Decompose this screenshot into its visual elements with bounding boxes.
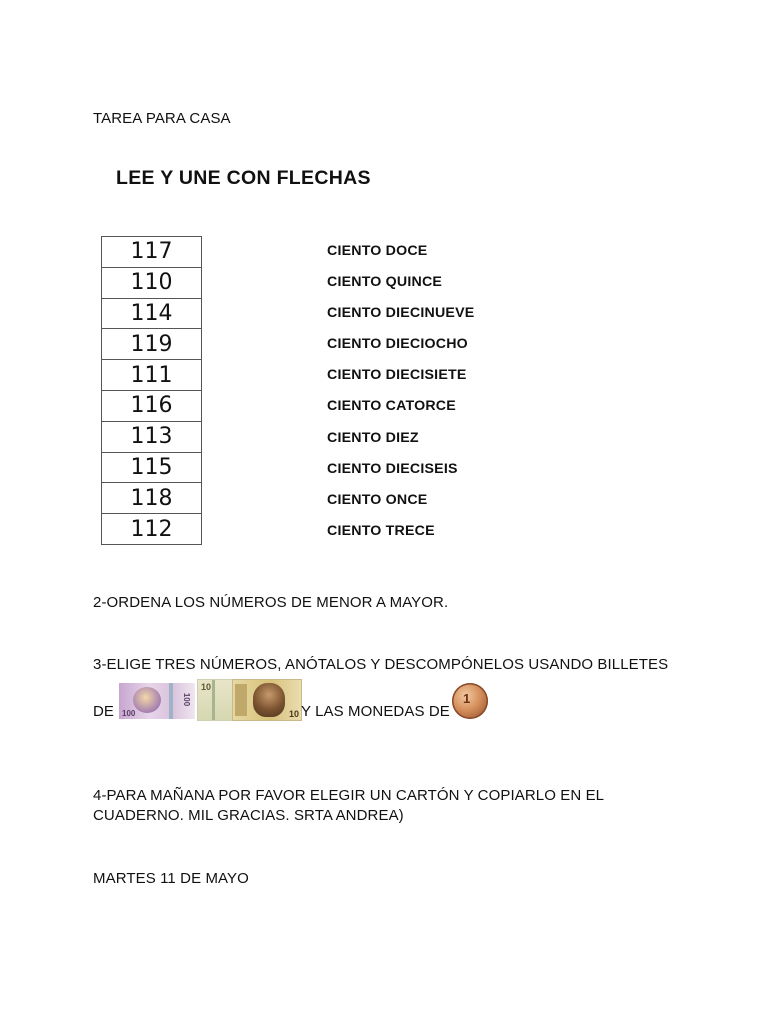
number-cell: 114 — [102, 298, 202, 329]
table-row — [102, 514, 202, 545]
number-cell: 110 — [102, 267, 202, 298]
list-item: CIENTO DIECISEIS — [327, 460, 458, 477]
numbers-table — [101, 236, 202, 545]
number-words-list — [327, 243, 474, 554]
bill-10-back-image — [197, 679, 233, 721]
list-item: CIENTO CATORCE — [327, 398, 456, 415]
date-label: MARTES 11 DE MAYO — [93, 870, 249, 887]
instruction-4-cont: CUADERNO. MIL GRACIAS. SRTA ANDREA) — [93, 807, 404, 824]
list-item: CIENTO DOCE — [327, 243, 428, 259]
instruction-2: 2-ORDENA LOS NÚMEROS DE MENOR A MAYOR. — [93, 594, 449, 611]
list-item: CIENTO DIECINUEVE — [327, 305, 475, 322]
number-cell: 117 — [102, 237, 202, 268]
instruction-3-coins: Y LAS MONEDAS DE — [301, 703, 450, 720]
coin-denomination: 1 — [463, 691, 471, 706]
security-strip — [212, 680, 215, 720]
table-row — [102, 329, 202, 360]
bill-denomination: 10 — [288, 709, 299, 719]
table-row — [102, 298, 202, 329]
number-cell: 113 — [102, 421, 202, 452]
portrait-icon — [253, 683, 285, 717]
number-cell: 112 — [102, 514, 202, 545]
number-cell: 115 — [102, 452, 202, 483]
list-item: CIENTO DIECIOCHO — [327, 336, 468, 353]
table-row — [102, 390, 202, 421]
bill-denomination: 100 — [122, 709, 136, 718]
exercise-heading: LEE Y UNE CON FLECHAS — [116, 167, 371, 189]
bill-10-front-image — [232, 679, 302, 721]
number-cell: 116 — [102, 390, 202, 421]
number-cell: 119 — [102, 329, 202, 360]
table-row — [102, 483, 202, 514]
instruction-3: 3-ELIGE TRES NÚMEROS, ANÓTALOS Y DESCOMPÓNELOS USANDO BILLETES — [93, 656, 669, 673]
bill-denomination: 10 — [201, 682, 212, 692]
list-item: CIENTO ONCE — [327, 491, 428, 508]
security-strip — [169, 683, 173, 719]
instruction-4: 4-PARA MAÑANA POR FAVOR ELEGIR UN CARTÓN Y COPIARLO EN EL — [93, 787, 605, 804]
table-row — [102, 267, 202, 298]
number-cell: 118 — [102, 483, 202, 514]
table-row — [102, 452, 202, 483]
bill-denomination: 100 — [181, 692, 191, 707]
page-title: TAREA PARA CASA — [93, 110, 231, 127]
list-item: CIENTO QUINCE — [327, 274, 443, 291]
table-row — [102, 237, 202, 268]
instruction-3-de: DE — [93, 703, 115, 720]
list-item: CIENTO TRECE — [327, 522, 435, 539]
number-cell: 111 — [102, 360, 202, 391]
table-row — [102, 421, 202, 452]
coin-image — [452, 683, 488, 719]
portrait-icon — [133, 687, 161, 713]
table-row — [102, 360, 202, 391]
bill-100-image — [119, 683, 195, 719]
list-item: CIENTO DIEZ — [327, 429, 419, 446]
list-item: CIENTO DIECISIETE — [327, 367, 467, 384]
bill-side-panel — [235, 684, 247, 716]
